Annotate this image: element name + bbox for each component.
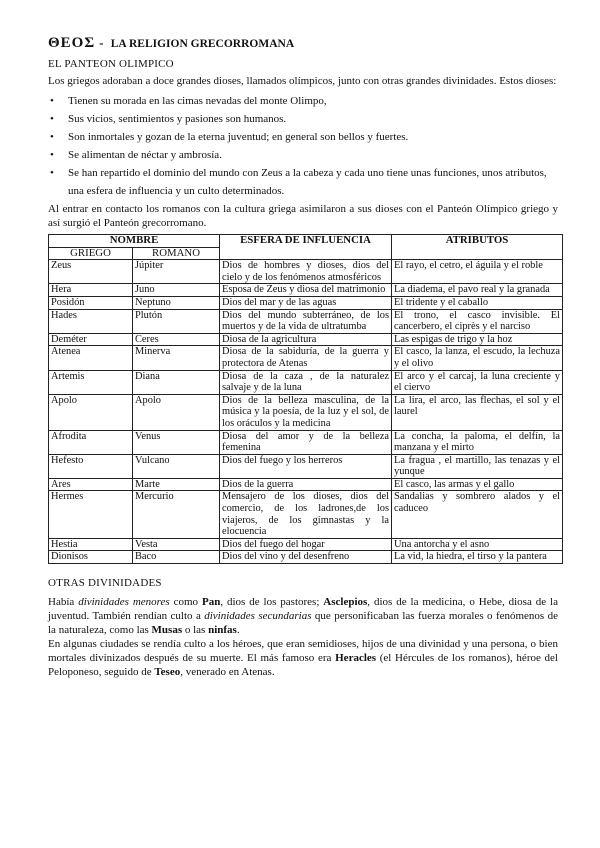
cell-griego: Artemis [49,370,133,394]
cell-griego: Hefesto [49,454,133,478]
table-row [49,309,563,333]
table-row [49,370,563,394]
emphasis-bold: Heracles [335,652,377,665]
cell-romano: Baco [133,551,220,564]
cell-esfera: Dios de hombres y dioses, dios del cielo y de los fenómenos atmosféricos [220,260,392,284]
text-segment: Había [48,596,79,609]
cell-griego: Posidón [49,296,133,309]
emphasis-bold: ninfas [208,624,237,637]
emphasis-italic: divinidades secundarias [204,610,312,623]
header-romano: ROMANO [133,247,220,260]
list-item: • Se alimentan de néctar y ambrosía. [48,146,558,164]
section-heading-otras: OTRAS DIVINIDADES [48,577,162,590]
cell-romano: Vulcano [133,454,220,478]
otras-paragraph-2 [48,637,558,679]
text-segment: (el Hércules de los romanos), héroe del Peloponeso, seguido de [48,652,558,679]
cell-atributos: La fragua , el martillo, las tenazas y el yunque [392,454,563,478]
cell-esfera: Diosa de la caza , de la naturalez salvaje y de la luna [220,370,392,394]
romans-paragraph: Al entrar en contacto los romanos con la cultura griega asimilaron a sus dioses con el Panteón Olímpico griego y así surgió el Panteón grecorromano. [48,203,558,229]
table-row [49,260,563,284]
cell-griego: Ares [49,478,133,491]
cell-atributos: La vid, la hiedra, el tirso y la pantera [392,551,563,564]
cell-atributos: Una antorcha y el asno [392,538,563,551]
cell-romano: Apolo [133,394,220,430]
emphasis-bold: Pan [201,596,221,609]
cell-esfera: Dios del vino y del desenfreno [220,551,392,564]
emphasis-italic: divinidades menores [78,596,170,609]
cell-romano: Minerva [133,346,220,370]
header-esfera: ESFERA DE INFLUENCIA [220,235,392,260]
cell-romano: Ceres [133,333,220,346]
gods-table [48,234,563,564]
text-segment: como [169,596,202,609]
cell-esfera: Diosa de la sabiduría, de la guerra y protectora de Atenas [220,346,392,370]
cell-romano: Júpiter [133,260,220,284]
cell-romano: Mercurio [133,491,220,538]
table-row [49,454,563,478]
cell-esfera: Diosa de la agricultura [220,333,392,346]
table-body [49,260,563,564]
cell-griego: Hades [49,309,133,333]
cell-romano: Diana [133,370,220,394]
otras-paragraph-1 [48,595,558,637]
cell-atributos: El casco, las armas y el gallo [392,478,563,491]
list-item: • Tienen su morada en las cimas nevadas del monte Olimpo, [48,92,558,110]
cell-atributos: La diadema, el pavo real y la granada [392,284,563,297]
cell-romano: Vesta [133,538,220,551]
table-row [49,296,563,309]
cell-esfera: Dios del mar y de las aguas [220,296,392,309]
header-atributos: ATRIBUTOS [392,235,563,260]
cell-esfera: Esposa de Zeus y diosa del matrimonio [220,284,392,297]
text-segment: , venerado en Atenas. [180,666,275,679]
cell-esfera: Dios de la belleza masculina, de la música y la poesía, de la luz y el sol, de los oráculos y la medicina [220,394,392,430]
cell-romano: Marte [133,478,220,491]
table-row [49,538,563,551]
cell-romano: Venus [133,430,220,454]
cell-atributos: El tridente y el caballo [392,296,563,309]
cell-romano: Juno [133,284,220,297]
list-item: • Se han repartido el dominio del mundo con Zeus a la cabeza y cada uno tiene unas funciones, unos atributos, una esfera de influencia y un culto determinados. [48,164,558,200]
table-row [49,430,563,454]
cell-griego: Zeus [49,260,133,284]
cell-griego: Hestia [49,538,133,551]
cell-esfera: Dios del fuego y los herreros [220,454,392,478]
cell-griego: Afrodita [49,430,133,454]
cell-griego: Atenea [49,346,133,370]
section-heading-panteon: EL PANTEON OLIMPICO [48,58,174,70]
header-nombre: NOMBRE [49,235,220,248]
cell-atributos: Sandalias y sombrero alados y el caduceo [392,491,563,538]
gods-traits-list [48,92,558,200]
cell-atributos: La concha, la paloma, el delfín, la manzana y el mirto [392,430,563,454]
emphasis-bold: Teseo [154,666,181,679]
cell-griego: Hermes [49,491,133,538]
cell-griego: Dionisos [49,551,133,564]
emphasis-bold: Asclepios [323,596,368,609]
title-dash: - [99,35,104,50]
table-row [49,478,563,491]
text-segment: , dios de la medicina, o Hebe, diosa de la juventud. También rendían culto a [48,596,558,623]
table-row [49,491,563,538]
intro-paragraph: Los griegos adoraban a doce grandes dioses, llamados olímpicos, junto con otras grandes divinidades. Estos dioses: [48,75,557,87]
table-row [49,394,563,430]
document-title [48,34,558,53]
table-row [49,551,563,564]
cell-esfera: Diosa del amor y de la belleza femenina [220,430,392,454]
text-segment: , dios de los pastores; [220,596,324,609]
cell-atributos: El trono, el casco invisible. El cancerbero, el ciprès y el narciso [392,309,563,333]
text-segment: En algunas ciudades se rendía culto a los héroes, que eran semidioses, hijos de una divinidad y una persona, o bien mortales divinizados después de su muerte. El más famoso era [48,638,558,665]
cell-romano: Neptuno [133,296,220,309]
list-item: • Sus vicios, sentimientos y pasiones son humanos. [48,110,558,128]
cell-griego: Deméter [49,333,133,346]
cell-griego: Hera [49,284,133,297]
emphasis-bold: Musas [151,624,183,637]
cell-griego: Apolo [49,394,133,430]
table-row [49,333,563,346]
text-segment: . [236,624,240,637]
cell-esfera: Dios del fuego del hogar [220,538,392,551]
cell-atributos: La lira, el arco, las flechas, el sol y el laurel [392,394,563,430]
text-segment: que personificaban las fuerza morales o fenómenos de la naturaleza, como las [48,610,558,637]
table-row [49,284,563,297]
cell-atributos: Las espigas de trigo y la hoz [392,333,563,346]
cell-esfera: Dios de la guerra [220,478,392,491]
list-item: • Son inmortales y gozan de la eterna juventud; en general son bellos y fuertes. [48,128,558,146]
cell-romano: Plutón [133,309,220,333]
title-text: LA RELIGION GRECORROMANA [110,38,295,50]
cell-esfera: Mensajero de los dioses, dios del comercio, de los ladrones,de los viajeros, de los gimnastas y la elocuencia [220,491,392,538]
cell-atributos: El casco, la lanza, el escudo, la lechuza y el olivo [392,346,563,370]
header-griego: GRIEGO [49,247,133,260]
cell-atributos: El rayo, el cetro, el águila y el roble [392,260,563,284]
cell-atributos: El arco y el carcaj, la luna creciente y el ciervo [392,370,563,394]
text-segment: o las [182,624,209,637]
title-greek-word: ΘΕΟΣ [48,35,96,51]
document-page [48,34,558,679]
table-row [49,346,563,370]
cell-esfera: Dios del mundo subterráneo, de los muertos y de la vida de ultratumba [220,309,392,333]
